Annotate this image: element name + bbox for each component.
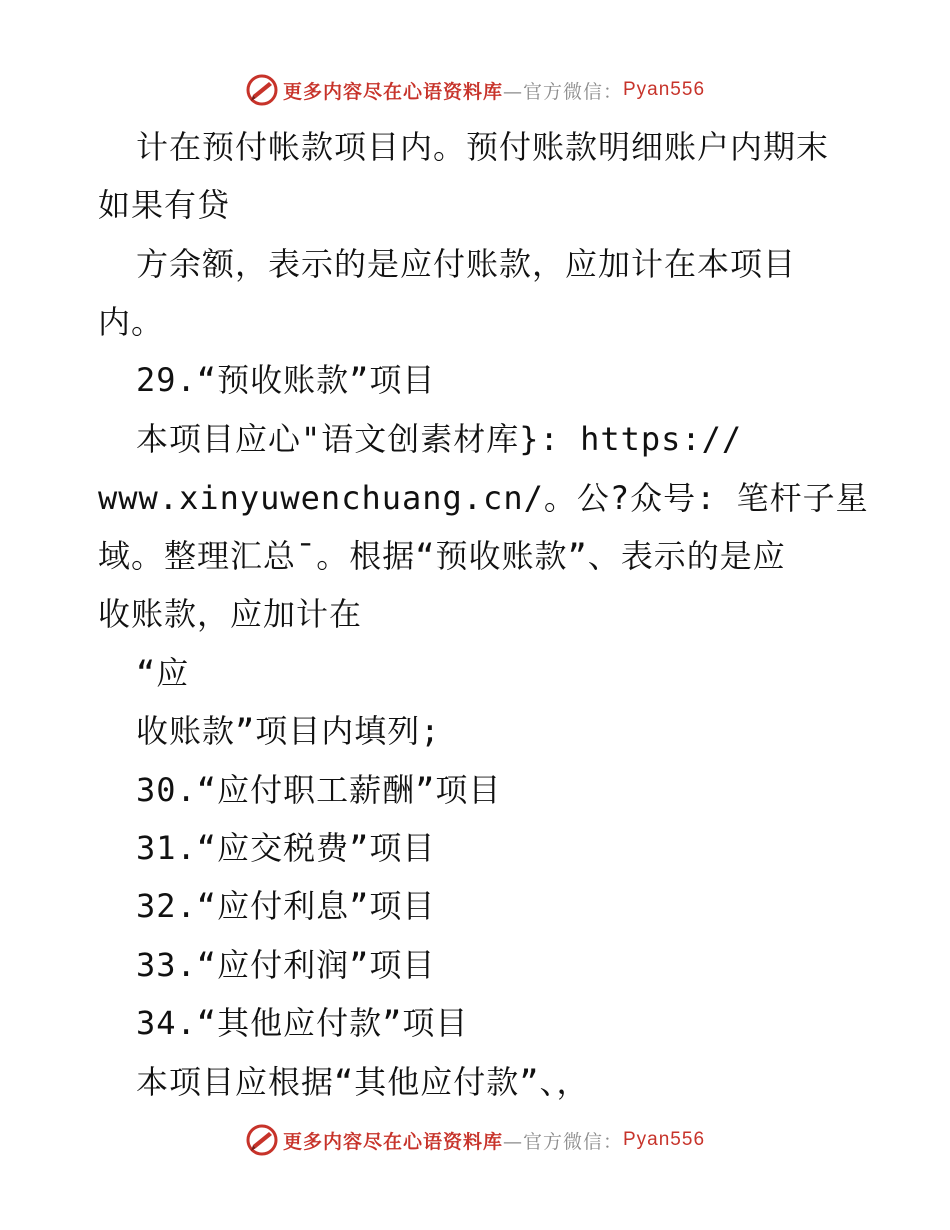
body-line: “应 (136, 654, 190, 692)
body-line: 域。整理汇总¯。根据“预收账款”、表示的是应 (98, 537, 786, 575)
banner-main-text: 更多内容尽在心语资料库 (282, 1130, 503, 1153)
body-line: 30.“应付职工薪酬”项目 (136, 771, 502, 809)
banner-main-text: 更多内容尽在心语资料库 (282, 80, 503, 103)
body-line: 本项目应心"语文创素材库}: https:// (136, 420, 743, 458)
pen-logo-icon (245, 1123, 279, 1157)
banner-wechat-id: Pyan556 (623, 1129, 706, 1150)
banner-separator-text: —官方微信： (502, 80, 623, 103)
body-line: 29.“预收账款”项目 (136, 361, 436, 399)
body-line: www.xinyuwenchuang.cn/。公?众号: 笔杆子星 (98, 479, 869, 517)
body-line: 内。 (98, 303, 165, 341)
footer-banner (0, 1120, 950, 1160)
body-line: 31.“应交税费”项目 (136, 829, 436, 867)
body-line: 本项目应根据“其他应付款”、， (136, 1063, 590, 1101)
body-line: 方余额，表示的是应付账款，应加计在本项目 (136, 245, 797, 283)
body-line: 计在预付帐款项目内。预付账款明细账户内期末 (136, 128, 830, 166)
banner-wechat-id: Pyan556 (623, 79, 706, 100)
body-line: 收账款，应加计在 (98, 595, 363, 633)
body-line: 32.“应付利息”项目 (136, 887, 436, 925)
body-line: 收账款”项目内填列; (136, 712, 441, 750)
body-line: 如果有贷 (98, 186, 231, 224)
body-line: 34.“其他应付款”项目 (136, 1004, 469, 1042)
body-line: 33.“应付利润”项目 (136, 946, 436, 984)
banner-separator-text: —官方微信： (502, 1130, 623, 1153)
